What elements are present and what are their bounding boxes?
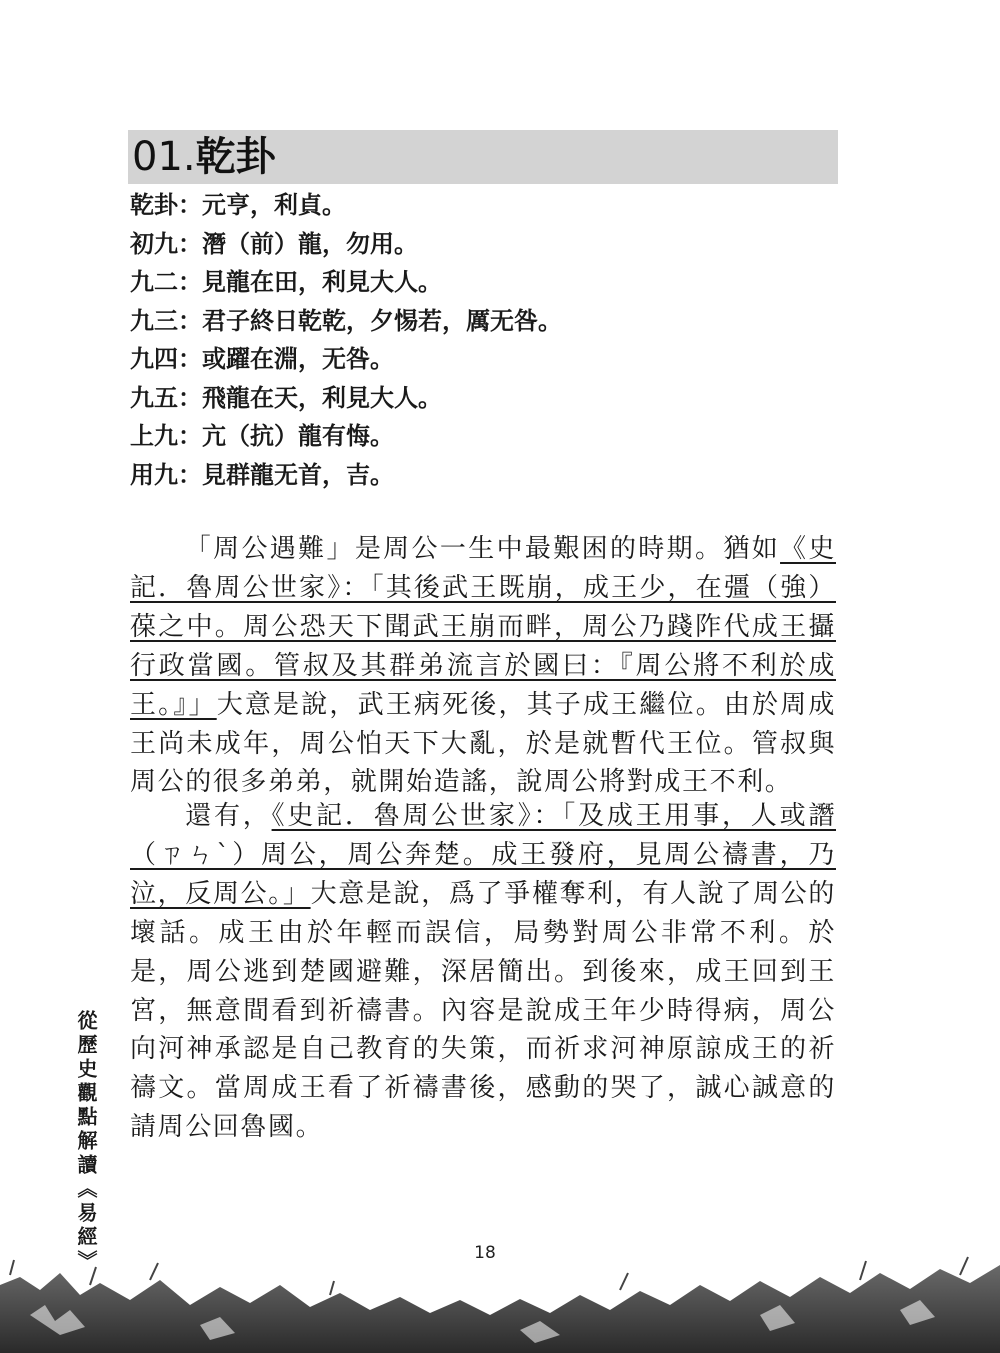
chapter-title-bar xyxy=(128,130,838,184)
paragraph-1 xyxy=(130,530,836,802)
hexagram-line: 初九：潛（前）龍，勿用。 xyxy=(130,228,418,258)
hexagram-line: 九三：君子終日乾乾，夕惕若，厲无咎。 xyxy=(130,305,562,335)
hexagram-line: 乾卦：元亨，利貞。 xyxy=(130,190,346,219)
book-title-sidebar: 從歷史觀點解讀《易經》 xyxy=(74,1010,98,1274)
hexagram-line: 九四：或躍在淵，无咎。 xyxy=(130,344,394,373)
paragraph-1-tail: 大意是說，武王病死後，其子成王繼位。由於周成王尚未成年，周公怕天下大亂，於是就暫代王位。管叔與周公的很多弟弟，就開始造謠，說周公將對成王不利。 xyxy=(130,689,836,798)
paragraph-2 xyxy=(130,797,836,1147)
chapter-name: 乾卦 xyxy=(195,133,276,180)
paragraph-1-lead: 「周公遇難」是周公一生中最艱困的時期。猶如 xyxy=(184,534,781,564)
paragraph-2-tail: 大意是說，爲了爭權奪利，有人說了周公的壞話。成王由於年輕而誤信，局勢對周公非常不利。於是，周公逃到楚國避難，深居簡出。到後來，成王回到王宮，無意間看到祈禱書。內容是說成王年少時得病，周公向河神承認是自己教育的失策，而祈求河神原諒成王的祈禱文。當周成王看了祈禱書後，感動的哭了，誠心誠意的請周公回魯國。 xyxy=(130,878,836,1143)
chapter-number: 01. xyxy=(132,134,196,180)
hexagram-line: 九五：飛龍在天，利見大人。 xyxy=(130,382,442,412)
page-number: 18 xyxy=(474,1243,496,1263)
chapter-title xyxy=(132,134,276,180)
ink-wash-footer-decoration xyxy=(0,1255,1000,1353)
paragraph-1-quote: 《史記．魯周公世家》：「其後武王既崩，成王少，在彊（強）葆之中。周公恐天下聞武王崩而畔，周公乃踐阼代成王攝行政當國。管叔及其群弟流言於國曰：『周公將不利於成王。』」 xyxy=(130,534,836,720)
hexagram-text-list xyxy=(130,186,830,494)
paragraph-2-quote: 《史記．魯周公世家》：「及成王用事，人或譖（ㄗㄣˋ）周公，周公奔楚。成王發府，見周公禱書，乃泣，反周公。」 xyxy=(130,801,836,909)
paragraph-2-lead: 還有， xyxy=(184,801,272,831)
hexagram-line: 用九：見群龍无首，吉。 xyxy=(130,459,394,489)
hexagram-line: 上九：亢（抗）龍有悔。 xyxy=(130,421,394,450)
hexagram-line: 九二：見龍在田，利見大人。 xyxy=(130,267,442,296)
